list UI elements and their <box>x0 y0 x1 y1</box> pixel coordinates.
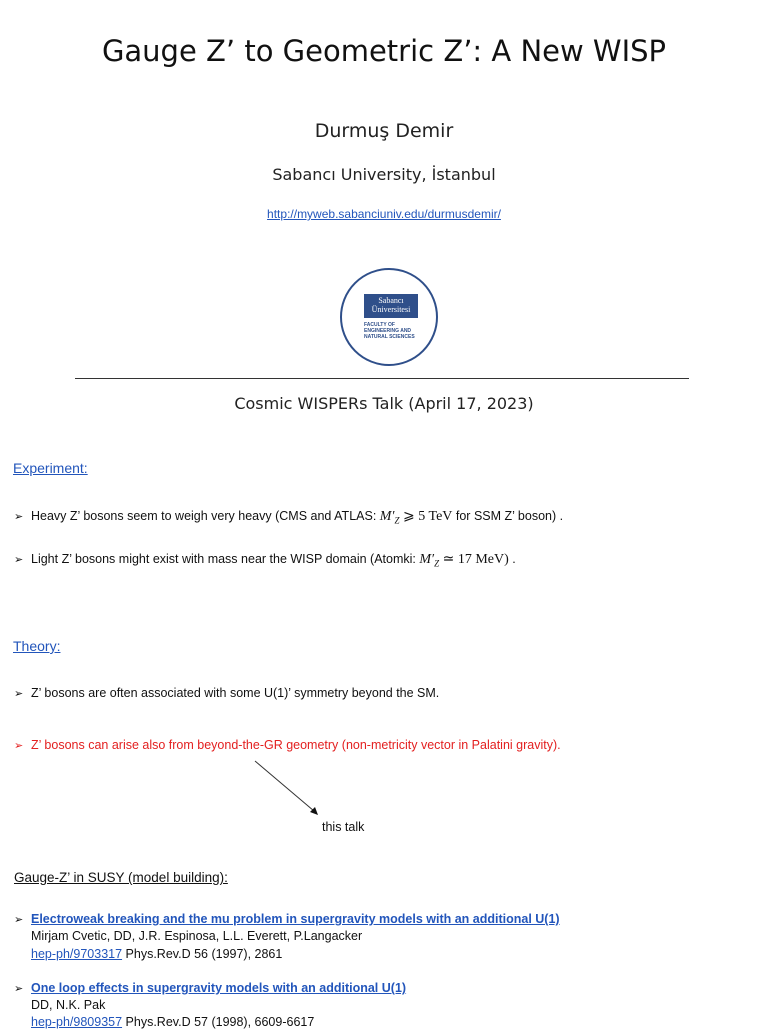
bullet-arrow-icon: ➢ <box>14 983 24 995</box>
bullet-arrow-icon: ➢ <box>14 554 24 566</box>
pointer-arrow-icon <box>250 758 330 820</box>
ref-2-title-row <box>14 981 406 995</box>
slide-title: Gauge Z’ to Geometric Z’: A New WISP <box>101 34 667 68</box>
this-talk-annotation: this talk <box>322 820 365 834</box>
ref-2-authors: DD, N.K. Pak <box>31 998 106 1012</box>
bullet-arrow-icon: ➢ <box>14 740 24 752</box>
ref-1-title-row <box>14 912 560 926</box>
gauge-z-heading: Gauge-Z’ in SUSY (model building): <box>14 870 228 885</box>
ref-1-title-link[interactable]: Electroweak breaking and the mu problem in supergravity models with an additional U(1) <box>31 912 560 926</box>
ref-2-citation: hep-ph/9809357 Phys.Rev.D 57 (1998), 6609-6617 <box>31 1015 315 1029</box>
logo-name-line1: Sabancı <box>378 296 404 305</box>
sabanci-university-logo <box>340 268 438 366</box>
ref-1-citation: hep-ph/9703317 Phys.Rev.D 56 (1997), 2861 <box>31 947 283 961</box>
homepage-link[interactable]: http://myweb.sabanciuniv.edu/durmusdemir/ <box>267 207 501 221</box>
logo-name-line2: Üniversitesi <box>371 305 411 314</box>
theory-bullet-u1: ➢ Z’ bosons are often associated with some U(1)’ symmetry beyond the SM. <box>14 686 440 700</box>
bullet-arrow-icon: ➢ <box>14 511 24 523</box>
theory-heading: Theory: <box>13 638 61 654</box>
theory-bullet-geometry: ➢ Z’ bosons can arise also from beyond-the-GR geometry (non-metricity vector in Palatini gravity). <box>14 738 561 752</box>
affiliation: Sabancı University, İstanbul <box>272 165 496 184</box>
ref-2-title-link[interactable]: One loop effects in supergravity models with an additional U(1) <box>31 981 407 995</box>
ref-1-arxiv-link[interactable]: hep-ph/9703317 <box>31 947 123 961</box>
ref-2-arxiv-link[interactable]: hep-ph/9809357 <box>31 1015 123 1029</box>
experiment-bullet-heavy: ➢ Heavy Z’ bosons seem to weigh very heavy (CMS and ATLAS: $M'_Z$ ⩾ 5 TeV for SSM Z’ boson) . <box>14 509 564 526</box>
author-name: Durmuş Demir <box>314 120 454 142</box>
experiment-bullet-light: ➢ Light Z’ bosons might exist with mass near the WISP domain (Atomki: $M'_Z$ ≃ 17 MeV) . <box>14 552 516 569</box>
bullet-arrow-icon: ➢ <box>14 688 24 700</box>
ref-1-authors: Mirjam Cvetic, DD, J.R. Espinosa, L.L. Everett, P.Langacker <box>31 929 363 943</box>
logo-faculty: FACULTY OF ENGINEERING AND NATURAL SCIENCES <box>364 322 415 340</box>
bullet-arrow-icon: ➢ <box>14 914 24 926</box>
experiment-heading: Experiment: <box>13 460 88 476</box>
talk-subtitle: Cosmic WISPERs Talk (April 17, 2023) <box>234 394 534 413</box>
logo-badge <box>364 294 418 318</box>
divider <box>75 378 689 379</box>
